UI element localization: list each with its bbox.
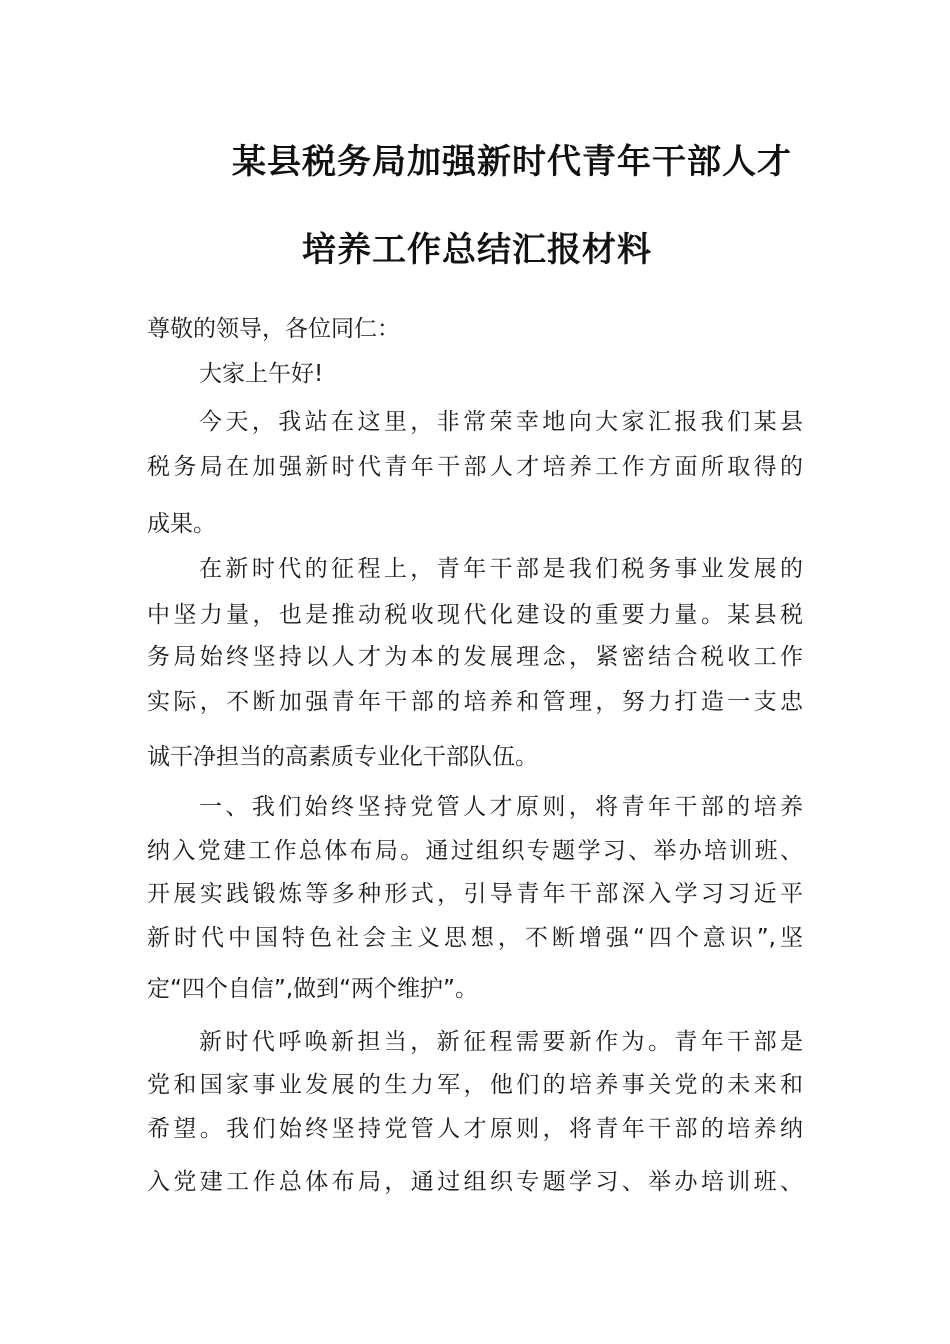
paragraph-1-line-2: 税务局在加强新时代青年干部人才培养工作方面所取得的 (147, 454, 803, 480)
paragraph-4-line-3: 希望。我们始终坚持党管人才原则，将青年干部的培养纳 (147, 1116, 803, 1142)
paragraph-2-line-5: 诚干净担当的高素质专业化干部队伍。 (147, 744, 538, 770)
paragraph-4-line-4: 入党建工作总体布局，通过组织专题学习、举办培训班、 (147, 1169, 803, 1195)
paragraph-1-line-1: 今天，我站在这里，非常荣幸地向大家汇报我们某县 (199, 409, 803, 435)
paragraph-3-line-4: 新时代中国特色社会主义思想，不断增强“四个意识”,坚 (147, 925, 803, 951)
greeting: 大家上午好! (199, 361, 324, 387)
paragraph-2-line-4: 实际，不断加强青年干部的培养和管理，努力打造一支忠 (147, 689, 803, 715)
document-title-line-2: 培养工作总结汇报材料 (302, 230, 652, 270)
document-title-line-1: 某县税务局加强新时代青年干部人才 (232, 142, 792, 182)
paragraph-3-line-1: 一、我们始终坚持党管人才原则，将青年干部的培养 (199, 794, 803, 820)
paragraph-3-line-5: 定“四个自信”,做到“两个维护”。 (147, 976, 478, 1002)
paragraph-3-line-3: 开展实践锻炼等多种形式，引导青年干部深入学习习近平 (147, 881, 803, 907)
paragraph-2-line-3: 务局始终坚持以人才为本的发展理念，紧密结合税收工作 (147, 644, 803, 670)
salutation: 尊敬的领导，各位同仁： (147, 316, 400, 342)
paragraph-2-line-1: 在新时代的征程上，青年干部是我们税务事业发展的 (199, 556, 803, 582)
paragraph-4-line-2: 党和国家事业发展的生力军，他们的培养事关党的未来和 (147, 1072, 803, 1098)
paragraph-4-line-1: 新时代呼唤新担当，新征程需要新作为。青年干部是 (199, 1029, 803, 1055)
paragraph-3-line-2: 纳入党建工作总体布局。通过组织专题学习、举办培训班、 (147, 838, 803, 864)
paragraph-2-line-2: 中坚力量，也是推动税收现代化建设的重要力量。某县税 (147, 602, 803, 628)
paragraph-1-line-3: 成果。 (147, 511, 216, 537)
